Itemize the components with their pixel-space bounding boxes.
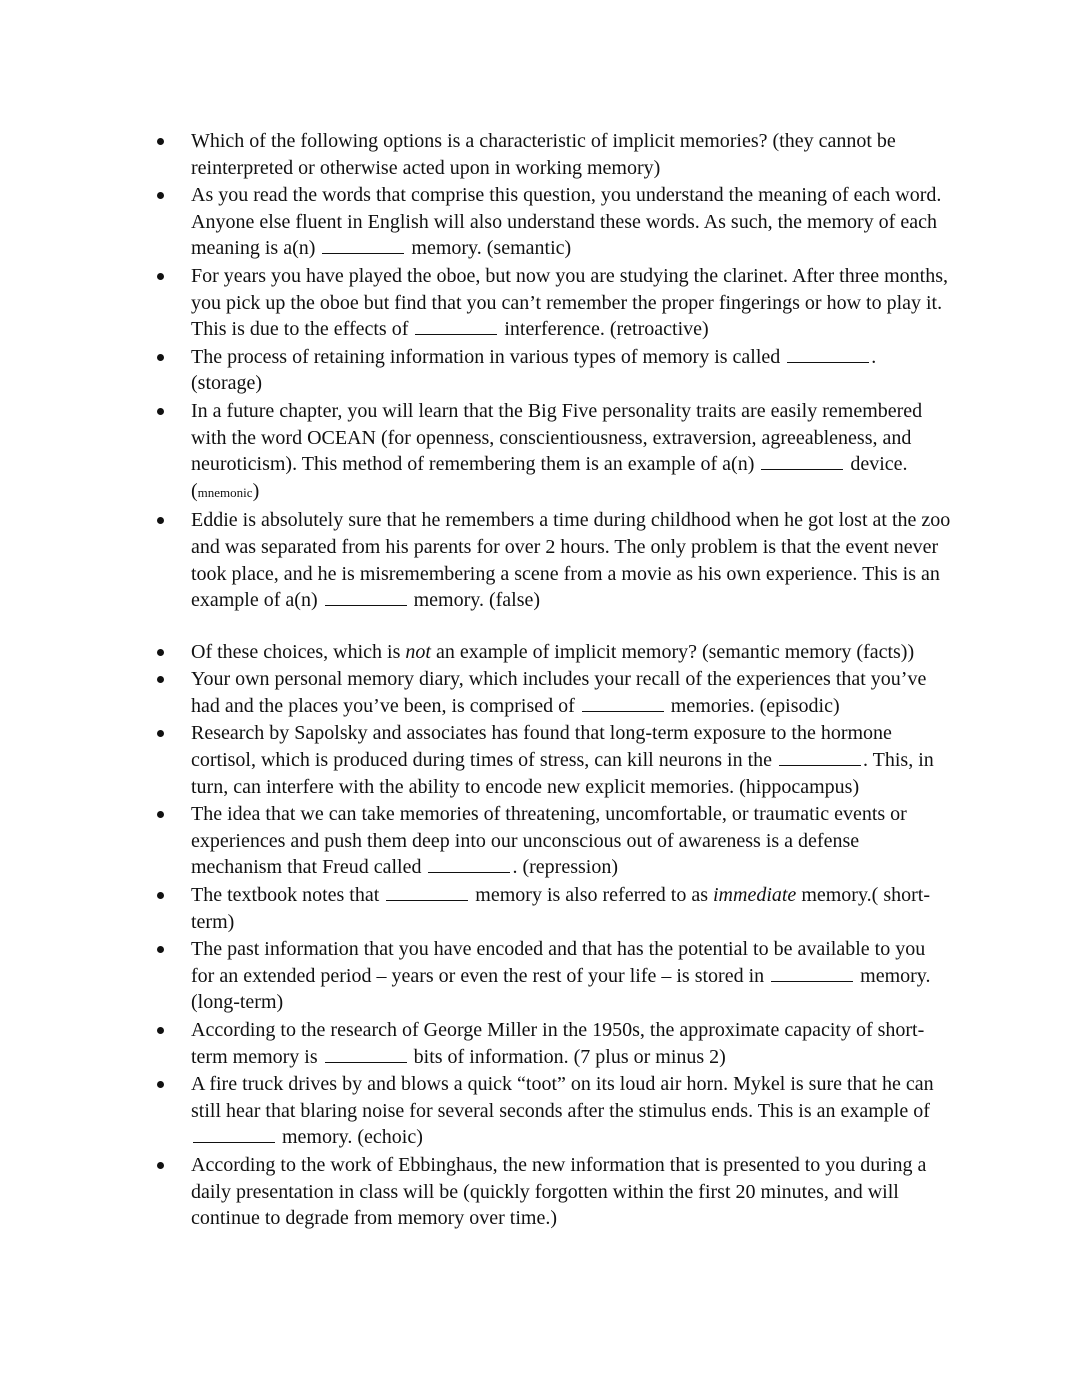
bullet-icon	[157, 408, 164, 415]
answer-blank	[386, 899, 468, 901]
bullet-icon	[157, 138, 164, 145]
list-item: The process of retaining information in various types of memory is called . (storage)	[0, 344, 1080, 397]
list-item: In a future chapter, you will learn that the Big Five personality traits are easily remembered with the word OCEAN (for openness, conscientiousness, extraversion, agreeableness, and neuroticism). This method of remembering them is an example of a(n) device. (mnemonic)	[0, 398, 1080, 506]
answer-blank	[771, 980, 853, 982]
list-item: A fire truck drives by and blows a quick “toot” on its loud air horn. Mykel is sure that he can still hear that blaring noise for several seconds after the stimulus ends. This is an example of memory. (echoic)	[0, 1071, 1080, 1151]
bullet-icon	[157, 649, 164, 656]
list-item: According to the work of Ebbinghaus, the new information that is presented to you during a daily presentation in class will be (quickly forgotten within the first 20 minutes, and will continue to degrade from memory over time.)	[0, 1152, 1080, 1232]
answer-blank	[322, 252, 404, 254]
bullet-icon	[157, 1027, 164, 1034]
bullet-icon	[157, 192, 164, 199]
question-list	[0, 128, 1080, 1233]
bullet-icon	[157, 730, 164, 737]
bullet-icon	[157, 892, 164, 899]
bullet-icon	[157, 1081, 164, 1088]
answer-blank	[779, 764, 861, 766]
answer-blank	[193, 1141, 275, 1143]
answer-blank	[787, 361, 869, 363]
list-item: Your own personal memory diary, which includes your recall of the experiences that you’ve had and the places you’ve been, is comprised of memories. (episodic)	[0, 666, 1080, 719]
answer-blank	[415, 333, 497, 335]
answer-blank	[761, 468, 843, 470]
answer-blank	[582, 710, 664, 712]
list-item: Research by Sapolsky and associates has found that long-term exposure to the hormone cortisol, which is produced during times of stress, can kill neurons in the . This, in turn, can interfere with the ability to encode new explicit memories. (hippocampus)	[0, 720, 1080, 800]
list-item: The textbook notes that memory is also referred to as immediate memory.( short-term)	[0, 882, 1080, 935]
answer-blank	[428, 871, 510, 873]
list-item: Which of the following options is a characteristic of implicit memories? (they cannot be reinterpreted or otherwise acted upon in working memory)	[0, 128, 1080, 181]
list-item: According to the research of George Miller in the 1950s, the approximate capacity of short-term memory is bits of information. (7 plus or minus 2)	[0, 1017, 1080, 1070]
list-item: Of these choices, which is not an example of implicit memory? (semantic memory (facts))	[0, 639, 1080, 666]
list-item: As you read the words that comprise this question, you understand the meaning of each word. Anyone else fluent in English will also understand these words. As such, the memory of each meaning is a(n) memory. (semantic)	[0, 182, 1080, 262]
list-item: For years you have played the oboe, but now you are studying the clarinet. After three months, you pick up the oboe but find that you can’t remember the proper fingerings or how to play it. This is due to the effects of interference. (retroactive)	[0, 263, 1080, 343]
bullet-icon	[157, 946, 164, 953]
list-item: Eddie is absolutely sure that he remembers a time during childhood when he got lost at the zoo and was separated from his parents for over 2 hours. The only problem is that the event never took place, and he is misremembering a scene from a movie as his own experience. This is an example of a(n) memory. (false)	[0, 507, 1080, 613]
bullet-icon	[157, 517, 164, 524]
answer-blank	[325, 1061, 407, 1063]
list-item: The idea that we can take memories of threatening, uncomfortable, or traumatic events or experiences and push them deep into our unconscious out of awareness is a defense mechanism that Freud called . (repression)	[0, 801, 1080, 881]
list-item: The past information that you have encoded and that has the potential to be available to you for an extended period – years or even the rest of your life – is stored in memory. (long-term)	[0, 936, 1080, 1016]
answer-blank	[325, 604, 407, 606]
bullet-icon	[157, 811, 164, 818]
bullet-icon	[157, 354, 164, 361]
bullet-icon	[157, 676, 164, 683]
bullet-icon	[157, 273, 164, 280]
bullet-icon	[157, 1162, 164, 1169]
